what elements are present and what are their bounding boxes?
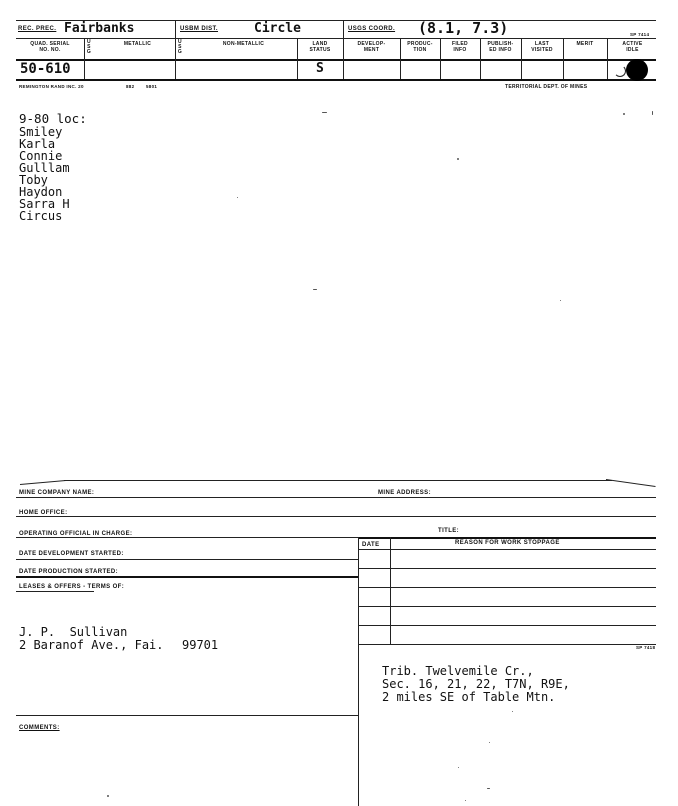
speck — [237, 197, 238, 198]
col-land-status: LAND STATUS — [309, 41, 331, 53]
rule — [20, 480, 66, 485]
rule — [358, 537, 359, 644]
rule — [16, 576, 358, 578]
mine-address-label: MINE ADDRESS: — [378, 490, 431, 496]
rule — [358, 644, 656, 645]
location-line: Sec. 16, 21, 22, T7N, R9E, — [382, 677, 570, 691]
speck — [487, 788, 490, 789]
rule — [390, 537, 391, 644]
rule — [84, 38, 85, 79]
punch-hole-icon — [626, 59, 648, 81]
speck — [560, 300, 561, 301]
usbm-dist-label: USBM DIST. — [180, 26, 219, 32]
printer-credit: REMINGTON RAND INC. 20 — [19, 84, 84, 89]
date-production-label: DATE PRODUCTION STARTED: — [19, 569, 119, 575]
rule — [343, 20, 344, 38]
col-production: PRODUC- TION — [407, 41, 433, 53]
rule — [16, 715, 358, 716]
rule — [16, 59, 656, 61]
col-merit: MERIT — [576, 41, 594, 47]
note-line: Sarra H — [19, 197, 70, 211]
printer-code: 5801 — [146, 84, 158, 89]
quad-serial-value: 50-610 — [20, 61, 71, 77]
title-label: TITLE: — [438, 528, 460, 534]
speck — [652, 111, 653, 115]
usbm-dist-value: Circle — [254, 21, 301, 36]
col-metallic: METALLIC — [123, 41, 152, 47]
col-non-metallic: NON-METALLIC — [222, 41, 265, 47]
rule — [16, 38, 656, 39]
rule — [358, 606, 656, 607]
rule — [16, 79, 656, 81]
printer-code: 882 — [126, 84, 135, 89]
leases-label: LEASES & OFFERS - TERMS OF: — [19, 584, 125, 590]
speck — [322, 112, 327, 113]
note-line: Gulllam — [19, 161, 70, 175]
owner-name: J. P. Sullivan — [19, 625, 128, 639]
note-line: Smiley — [19, 125, 63, 139]
note-line: Toby — [19, 173, 48, 187]
speck — [457, 158, 459, 160]
rec-prec-value: Fairbanks — [64, 21, 135, 36]
location-line: Trib. Twelvemile Cr., — [382, 664, 534, 678]
form-code-bottom: SP 7418 — [636, 645, 656, 650]
rule — [358, 625, 656, 626]
mine-company-label: MINE COMPANY NAME: — [19, 490, 95, 496]
usgs-coord-label: USGS COORD. — [348, 26, 396, 32]
date-column-header: DATE — [362, 542, 380, 548]
rule — [175, 38, 176, 79]
rule — [175, 20, 176, 38]
col-usgs-mark: U S G — [86, 39, 92, 55]
col-last-visited: LAST VISITED — [531, 41, 553, 53]
speck — [489, 742, 490, 743]
note-line: Karla — [19, 137, 56, 151]
rule — [358, 644, 359, 806]
dept-name: TERRITORIAL DEPT. OF MINES — [505, 84, 588, 90]
owner-address: 2 Baranof Ave., Fai. — [19, 638, 164, 652]
rule — [358, 568, 656, 569]
note-line: Connie — [19, 149, 63, 163]
note-line: Haydon — [19, 185, 63, 199]
speck — [465, 800, 466, 801]
rule — [606, 479, 656, 487]
rule — [358, 537, 656, 539]
rule — [358, 587, 656, 588]
rule — [358, 549, 656, 550]
speck — [458, 767, 459, 768]
location-line: 2 miles SE of Table Mtn. — [382, 690, 556, 704]
pen-mark-icon — [614, 65, 626, 77]
owner-zip: 99701 — [182, 638, 219, 652]
rule — [64, 480, 612, 481]
form-code-top: SP 7414 — [630, 32, 650, 37]
notes-heading: 9-80 loc: — [19, 111, 87, 126]
col-development: DEVELOP- MENT — [357, 41, 386, 53]
col-active-idle: ACTIVE IDLE — [622, 41, 643, 53]
speck — [623, 113, 625, 115]
operating-official-label: OPERATING OFFICIAL IN CHARGE: — [19, 531, 133, 537]
rec-prec-label: REC. PREC. — [18, 26, 57, 32]
col-filed-info: FILED INFO — [452, 41, 468, 53]
land-status-value: S — [316, 61, 324, 76]
speck — [313, 289, 317, 290]
col-published-info: PUBLISH- ED INFO — [487, 41, 514, 53]
date-development-label: DATE DEVELOPMENT STARTED: — [19, 551, 124, 557]
note-line: Circus — [19, 209, 63, 223]
home-office-label: HOME OFFICE: — [19, 510, 68, 516]
reason-column-header: REASON FOR WORK STOPPAGE — [455, 540, 560, 546]
speck — [107, 795, 109, 797]
rule — [16, 559, 358, 560]
rule — [16, 591, 94, 592]
rule — [16, 516, 656, 517]
col-quad-serial: QUAD. SERIAL NO. NO. — [30, 41, 70, 53]
rule — [16, 497, 656, 498]
comments-label: COMMENTS: — [19, 725, 60, 731]
usgs-coord-value: (8.1, 7.3) — [418, 19, 509, 37]
speck — [512, 711, 513, 712]
col-usgs-mark: U S G — [177, 39, 183, 55]
